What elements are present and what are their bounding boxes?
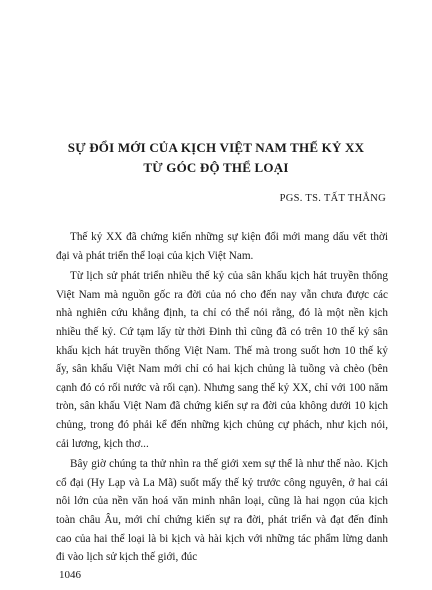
title-line-1: SỰ ĐỔI MỚI CỦA KỊCH VIỆT NAM THẾ KỶ XX [67,140,365,155]
page-number: 1046 [59,569,81,581]
author-name: PGS. TS. TẤT THẮNG [279,193,386,204]
paragraph: Từ lịch sử phát triển nhiều thế kỷ của sân khấu kịch hát truyền thống Việt Nam mà nguồn gốc ra đời của nó cho đến nay vẫn chưa được các nhà nghiên cứu khẳng định, ta chỉ có thể nói rằng, đó là một nền kịch nhiều thế kỷ. Cứ tạm lấy từ thời Đinh thì cũng đã có trên 10 thế kỷ sân khấu kịch hát truyền thống Việt Nam. Thế mà trong suốt hơn 10 thế kỷ ấy, sân khấu Việt Nam mới chỉ có hai kịch chủng là tuồng và chèo (bên cạnh đó có rối nước và rối cạn). Nhưng sang thế kỷ XX, chỉ với 100 năm tròn, sân khấu Việt Nam đã chứng kiến sự ra đời của không dưới 10 kịch chủng, trong đó phải kể đến những kịch chủng cự phách, như kịch nói, cải lương, kịch thơ... [56,270,388,450]
paragraph: Thế kỷ XX đã chứng kiến những sự kiện đổi mới mang dấu vết thời đại và phát triển thể loại của kịch Việt Nam. [56,231,388,262]
paragraph: Bây giờ chúng ta thử nhìn ra thế giới xem sự thể là như thế nào. Kịch cổ đại (Hy Lạp và La Mã) suốt mấy thế kỷ trước công nguyên, ở hai cái nôi lớn của nền văn hoá văn minh nhân loại, cũng là hai ngọn của kịch toàn châu Âu, mới chỉ chứng kiến sự ra đời, phát triển và đạt đến đỉnh cao của hai thể loại là bi kịch và hài kịch với những tác phẩm lừng danh đi vào lịch sử kịch thế giới, đúc [56,458,388,564]
body-text [56,228,388,567]
title-line-2: TỪ GÓC ĐỘ THỂ LOẠI [143,160,289,175]
